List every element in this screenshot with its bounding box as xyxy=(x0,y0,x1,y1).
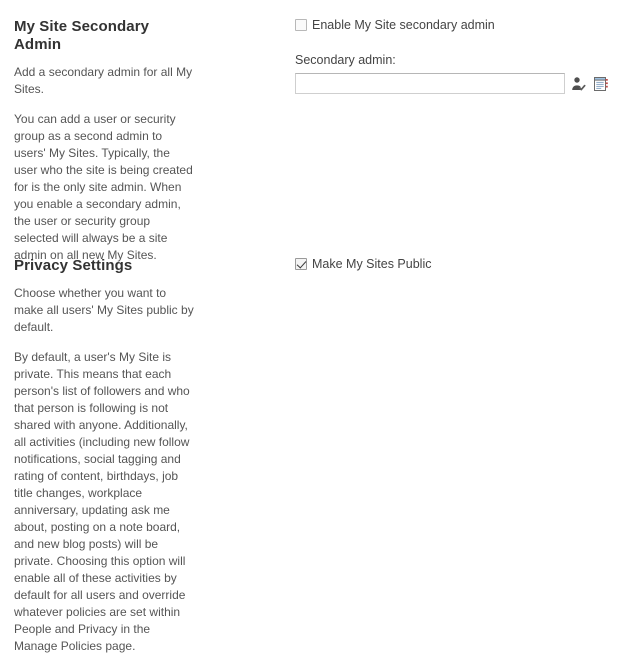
privacy-description-paragraph-2: By default, a user's My Site is private. This means that each person's list of followers and who that person is following is not shared with anyone. Additionally, all activities (including new follow notifications, social tagging and rating of content, birthdays, job title changes, workplace anniversary, updating ask me about, posting on a note board, and new blog posts) will be private. Choosing this option will enable all of these activities by default for all users and override whatever policies are set within People and Privacy in the Manage Policies page. xyxy=(14,350,190,653)
secondary-admin-description-column xyxy=(14,18,196,264)
check-names-icon[interactable] xyxy=(571,76,587,92)
privacy-controls-column xyxy=(295,257,615,272)
secondary-admin-description-paragraph-1: Add a secondary admin for all My Sites. xyxy=(14,65,193,96)
enable-secondary-admin-checkbox[interactable] xyxy=(295,19,307,31)
secondary-admin-controls-column xyxy=(295,18,615,94)
secondary-admin-field-label: Secondary admin: xyxy=(295,53,396,67)
make-my-sites-public-checkbox[interactable] xyxy=(295,258,307,270)
secondary-admin-field-group xyxy=(295,53,615,94)
privacy-description-paragraph-1: Choose whether you want to make all users' My Sites public by default. xyxy=(14,286,194,334)
section-title-my-site-secondary-admin: My Site Secondary Admin xyxy=(14,18,150,53)
secondary-admin-field-row xyxy=(295,73,615,94)
section-title-privacy-settings: Privacy Settings xyxy=(14,257,133,274)
enable-secondary-admin-label: Enable My Site secondary admin xyxy=(312,18,495,32)
make-my-sites-public-checkbox-row[interactable] xyxy=(295,257,615,272)
enable-secondary-admin-checkbox-row[interactable] xyxy=(295,18,615,33)
secondary-admin-description-paragraph-2: You can add a user or security group as a second admin to users' My Sites. Typically, the user who the site is being created for is the only site admin. When you enable a secondary admin, the user or security group selected will always be a site admin on all new My Sites. xyxy=(14,112,193,262)
spacer xyxy=(295,33,615,53)
secondary-admin-input[interactable] xyxy=(295,73,565,94)
make-my-sites-public-label: Make My Sites Public xyxy=(312,257,432,271)
privacy-description-column xyxy=(14,257,196,655)
address-book-icon[interactable] xyxy=(593,76,609,92)
